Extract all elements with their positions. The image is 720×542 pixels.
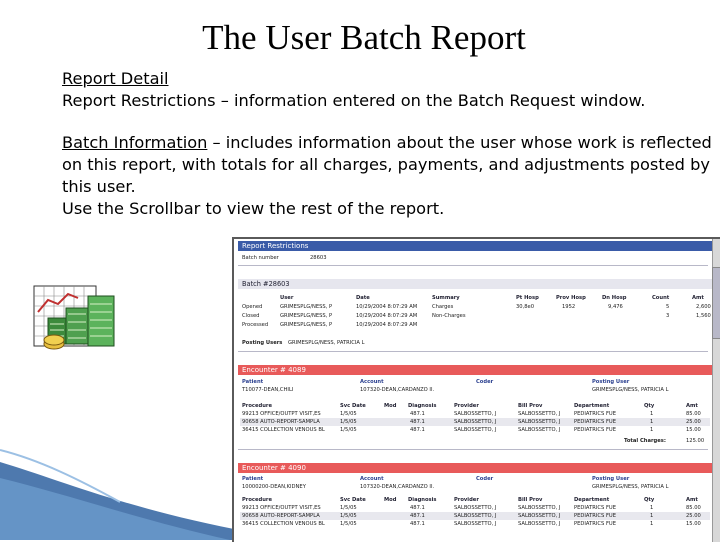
batch-row-closed: Closed GRIMESPLG/NESS, P 10/29/2004 8:07:29 AM Non-Charges 3 1,560 — [242, 313, 711, 319]
col-prov-hosp: Prov Hosp — [556, 295, 586, 301]
table-row: 99213 OFFICE/OUTPT VISIT,ES 1/5/05 487.1 SALBOSSETTO, J SALBOSSETTO, J PEDIATRICS FUE 1 85.00 — [242, 411, 701, 417]
encounter-2-bar: Encounter # 4090 — [238, 463, 712, 473]
batch-info-heading: Batch Information — [62, 133, 208, 152]
batch-information-paragraph — [62, 132, 712, 198]
col-user: User — [280, 295, 294, 301]
batch-info-text: – includes information about the user whose work is reflected on this report, with totals for all charges, payments, and adjustments posted by this user. — [62, 133, 712, 196]
money-chart-clipart — [32, 282, 132, 358]
batch-number-value: 28603 — [310, 255, 327, 261]
batch-number-label: Batch number — [242, 255, 279, 261]
scrollbar-instruction: Use the Scrollbar to view the rest of the report. — [62, 199, 445, 218]
table-row: 36415 COLLECTION VENOUS BL 1/5/05 487.1 SALBOSSETTO, J SALBOSSETTO, J PEDIATRICS FUE 1 15.00 — [242, 427, 701, 433]
batch-row-opened: Opened GRIMESPLG/NESS, P 10/29/2004 8:07:29 AM Charges 30,8e0 1952 9,476 5 2,600 — [242, 304, 711, 310]
batch-report-preview: Report Restrictions Batch number 28603 Batch #28603 User Date Summary Pt Hosp Prov Hosp Dn Hosp Count Amt Opened GRIMESPLG/NESS, P 10/29/2004 8:07:29 AM Charges 30,8e0 1952 9,476 5 2,600 Closed GRIMESPLG/NESS, P 10/29/2004 8:07:29 AM Non-Charges 3 1,560 Processed GRIMESPLG/NESS, P 10/29/2004 8:07:29 AM Posting Users GRIMESPLG/NESS, PATRICIA L Encounter # 4089 Patient Account Coder Posting User T10077-DEAN,CHILI 107320-DEAN,CARDANZO II. GRIMESPLG/NESS, PATRICIA L Procedure Svc Date Mod Diagnosis Provider Bill Prov Department Qty Amt 99213 OFFICE/OUTPT VISIT,ES 1/5/05 487.1 SALBOSSETTO, J SALBOSSETTO, J PEDIATRICS FUE 1 85.00 90658 AUTO-REPORT-SAMPLA 1/5/05 487.1 SALBOSSETTO, J SALBOSSETTO, J PEDIATRICS FUE 1 25.00 36415 COLLECTION VENOUS BL 1/5/05 487.1 SALBOSSETTO, J SALBOSSETTO, J PEDIATRICS FUE 1 15.00 Total Charges: 125.00 Encounter # 4090 Patient Account Coder Posting User 10000200-DEAN,KIDNEY 107320-DEAN,CARDANZO II. GRIMESPLG/NESS, PATRICIA L Procedure Svc Date Mod Diagnosis Provider Bill Prov Department Qty Amt 99213 OFFICE/OUTPT VISIT,ES 1/5/05 487.1 SALBOSSETTO, J SALBOSSETTO, J PEDIATRICS FUE 1 85.00 90658 AUTO-REPORT-SAMPLA 1/5/05 487.1 SALBOSSETTO, J SALBOSSETTO, J PEDIATRICS FUE 1 25.00 36415 COLLECTION VENOUS BL 1/5/05 487.1 SALBOSSETTO, J SALBOSSETTO, J PEDIATRICS FUE 1 15.00 — [232, 237, 720, 542]
posting-users-row: Posting Users GRIMESPLG/NESS, PATRICIA L — [242, 340, 365, 346]
col-count: Count — [652, 295, 670, 301]
col-dn-hosp: Dn Hosp — [602, 295, 627, 301]
encounter-2-patient: 10000200-DEAN,KIDNEY — [242, 484, 306, 490]
col-amt: Amt — [692, 295, 704, 301]
table-row: 36415 COLLECTION VENOUS BL 1/5/05 487.1 SALBOSSETTO, J SALBOSSETTO, J PEDIATRICS FUE 1 15.00 — [242, 521, 701, 527]
report-detail-heading: Report Detail — [62, 69, 169, 88]
col-date: Date — [356, 295, 370, 301]
batch-title-bar: Batch #28603 — [238, 279, 712, 289]
table-row: 90658 AUTO-REPORT-SAMPLA 1/5/05 487.1 SALBOSSETTO, J SALBOSSETTO, J PEDIATRICS FUE 1 25.00 — [240, 418, 710, 426]
report-restrictions-bar: Report Restrictions — [238, 241, 712, 251]
report-scrollbar[interactable] — [712, 239, 720, 542]
table-row: 99213 OFFICE/OUTPT VISIT,ES 1/5/05 487.1 SALBOSSETTO, J SALBOSSETTO, J PEDIATRICS FUE 1 85.00 — [242, 505, 701, 511]
encounter-1-posting-user: GRIMESPLG/NESS, PATRICIA L — [592, 387, 669, 393]
encounter-1-account: 107320-DEAN,CARDANZO II. — [360, 387, 435, 393]
encounter-1-patient: T10077-DEAN,CHILI — [242, 387, 294, 393]
description-text — [62, 68, 712, 220]
swoosh-decoration — [0, 440, 250, 540]
col-pt-hosp: Pt Hosp — [516, 295, 539, 301]
encounter-2-posting-user: GRIMESPLG/NESS, PATRICIA L — [592, 484, 669, 490]
col-summary: Summary — [432, 295, 460, 301]
encounter-1-bar: Encounter # 4089 — [238, 365, 712, 375]
table-row: 90658 AUTO-REPORT-SAMPLA 1/5/05 487.1 SALBOSSETTO, J SALBOSSETTO, J PEDIATRICS FUE 1 25.00 — [240, 512, 710, 520]
batch-row-processed: Processed GRIMESPLG/NESS, P 10/29/2004 8:07:29 AM — [242, 322, 418, 328]
report-restrictions-line: Report Restrictions – information entered on the Batch Request window. — [62, 91, 646, 110]
encounter-2-account: 107320-DEAN,CARDANZO II. — [360, 484, 435, 490]
scrollbar-thumb[interactable] — [712, 267, 720, 339]
encounter-1-total: Total Charges: 125.00 — [624, 438, 705, 444]
page-title: The User Batch Report — [202, 18, 526, 57]
